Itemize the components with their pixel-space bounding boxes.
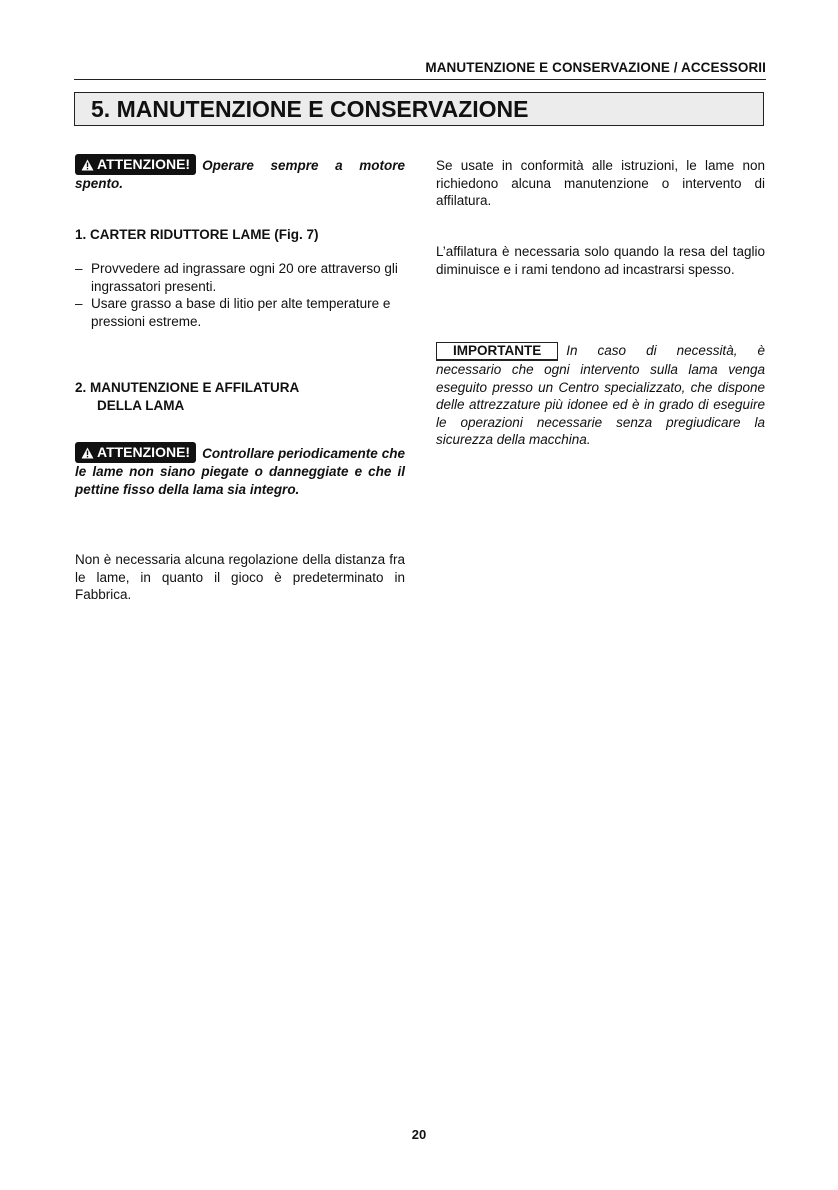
list-dash: – (75, 261, 83, 276)
header-rule (74, 79, 766, 80)
warning-text-1: Operare sempre a motore spento. (75, 158, 405, 191)
section-title: 5. MANUTENZIONE E CONSERVAZIONE (91, 96, 529, 122)
warning-triangle-icon (81, 447, 94, 459)
page-number: 20 (411, 1127, 427, 1142)
regulation-paragraph: Non è necessaria alcuna regolazione della distanza fra le lame, in quanto il gioco è predeterminato in Fabbrica. (75, 552, 405, 602)
warning-text-2: Controllare periodicamente che le lame non siano piegate o danneggiate e che il pettine fisso della lama sia integro. (75, 446, 405, 497)
list-item-text: Provvedere ad ingrassare ogni 20 ore attraverso gli ingrassatori presenti. (91, 261, 398, 294)
warning-triangle-icon (81, 159, 94, 171)
sub2-heading-line1: 2. MANUTENZIONE E AFFILATURA (75, 380, 300, 395)
right-paragraph-1: Se usate in conformità alle istruzioni, le lame non richiedono alcuna manutenzione o intervento di affilatura. (436, 158, 765, 208)
right-paragraph-2: L’affilatura è necessaria solo quando la resa del taglio diminuisce e i rami tendono ad incastrarsi spesso. (436, 244, 765, 277)
section-title-box (74, 92, 764, 126)
list-dash: – (75, 296, 83, 311)
important-badge: IMPORTANTE (436, 342, 558, 361)
warning-block-1 (75, 154, 405, 193)
sub2-heading-line2: DELLA LAMA (97, 397, 185, 413)
warning-block-2 (75, 442, 405, 498)
warning-badge-2 (75, 442, 196, 463)
running-header: MANUTENZIONE E CONSERVAZIONE / ACCESSORII (425, 60, 766, 75)
important-text: In caso di necessità, è necessario che ogni intervento sulla lama venga eseguito presso un Centro specializzato, che dispone delle attrezzature più idonee ed è in grado di eseguire le operazioni necessarie senza pregiudicare la sicurezza della macchina. (436, 343, 765, 447)
important-block (436, 342, 765, 449)
sub1-heading: 1. CARTER RIDUTTORE LAME (Fig. 7) (75, 227, 319, 242)
warning-badge-1 (75, 154, 196, 175)
list-item (75, 295, 405, 330)
list-item-text: Usare grasso a base di litio per alte temperature e pressioni estreme. (91, 296, 391, 329)
warning-badge-2-label: ATTENZIONE! (97, 444, 191, 460)
sub1-list (75, 260, 405, 330)
sub2-heading (75, 379, 299, 414)
warning-badge-1-label: ATTENZIONE! (97, 156, 191, 172)
list-item (75, 260, 405, 295)
